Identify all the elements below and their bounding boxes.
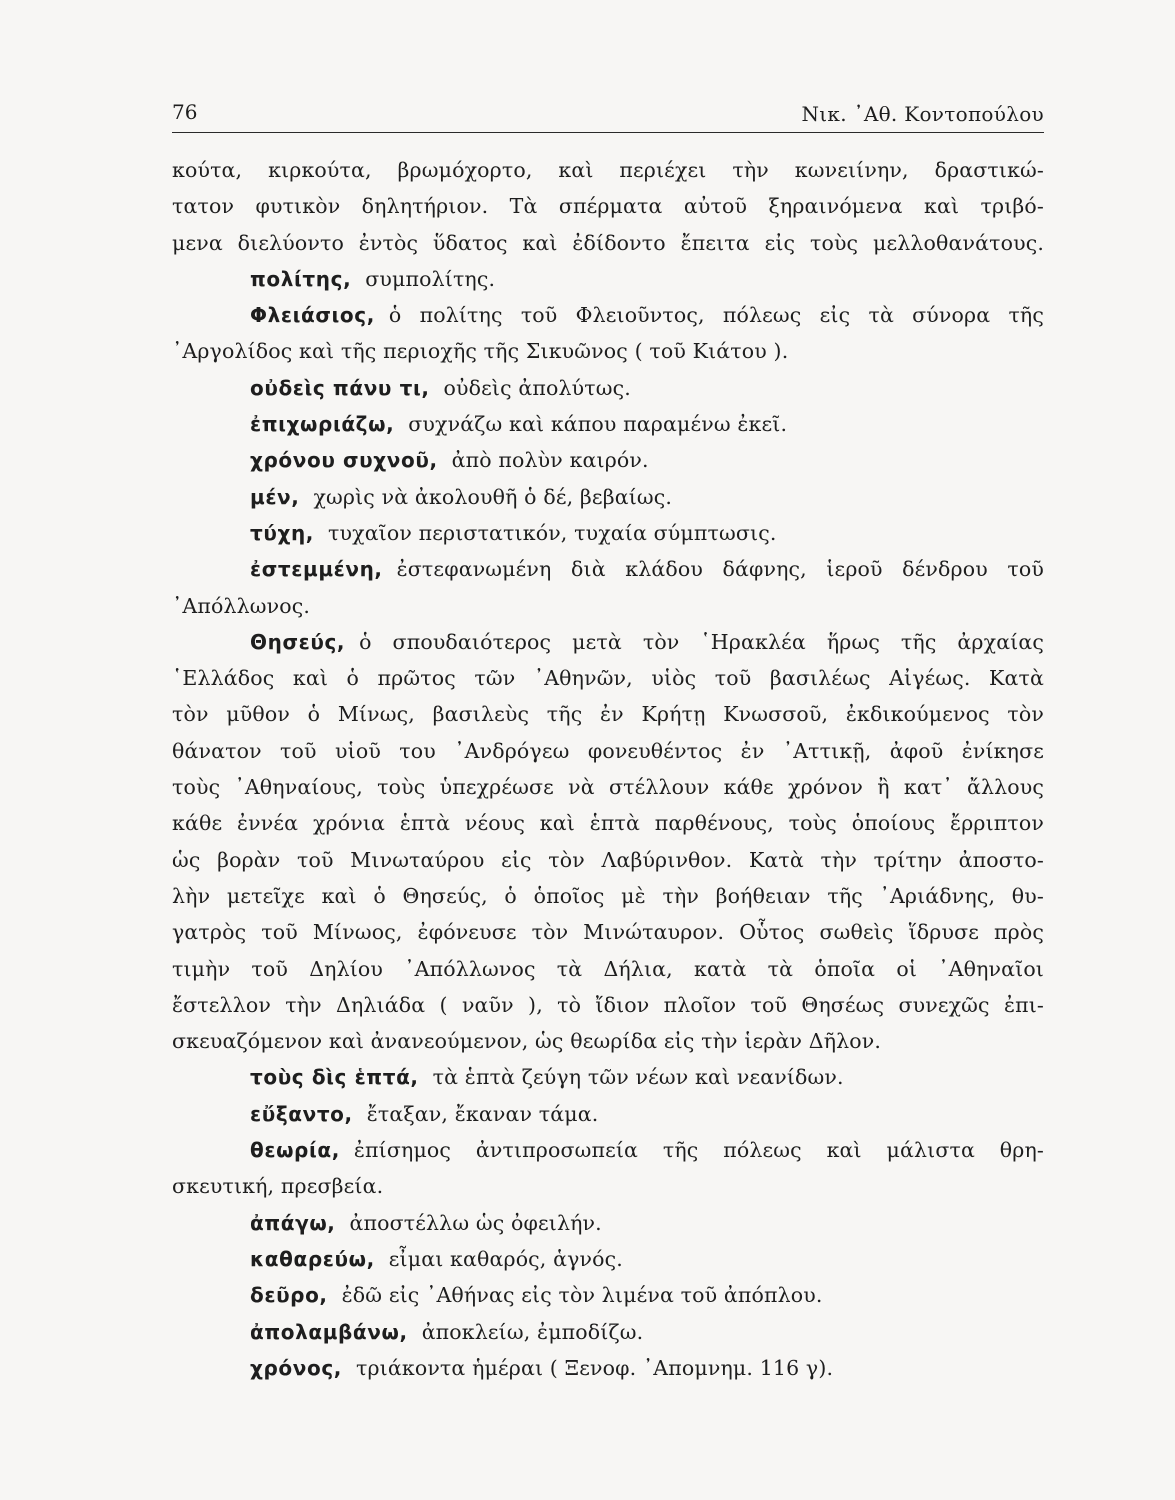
- line-text: κούτα, κιρκούτα, βρωμόχορτο, καὶ περιέχει τὴν κωνειίνην, δραστικώ-: [172, 158, 1044, 182]
- glossary-definition: τὰ ἑπτὰ ζεύγη τῶν νέων καὶ νεανίδων.: [432, 1065, 844, 1090]
- line-text: κάθε ἐννέα χρόνια ἑπτὰ νέους καὶ ἑπτὰ παρθένους, τοὺς ὁποίους ἔρριπτον: [172, 811, 1044, 836]
- glossary-term: θεωρία,: [250, 1138, 340, 1163]
- glossary-term: τοὺς δὶς ἑπτά,: [250, 1065, 419, 1090]
- text-line: [172, 987, 1044, 1023]
- text-line: [172, 188, 1044, 224]
- running-head: Νικ. ᾿Αθ. Κοντοπούλου: [801, 102, 1044, 126]
- commentary-body: [172, 152, 1044, 1386]
- glossary-definition: ἐστεφανωμένη διὰ κλάδου δάφνης, ἱεροῦ δένδρου τοῦ: [396, 557, 1044, 582]
- glossary-entry-line: [172, 479, 1044, 515]
- glossary-term: πολίτης,: [250, 266, 352, 291]
- text-line: [172, 1023, 1044, 1059]
- glossary-term: δεῦρο,: [250, 1283, 328, 1308]
- line-text: λὴν μετεῖχε καὶ ὁ Θησεύς, ὁ ὁποῖος μὲ τὴν βοήθειαν τῆς ᾿Αριάδνης, θυ-: [172, 883, 1044, 908]
- glossary-entry-line: [172, 1350, 1044, 1386]
- glossary-term: Φλειάσιος,: [250, 303, 375, 328]
- glossary-term: μέν,: [250, 484, 300, 509]
- text-line: [172, 878, 1044, 914]
- line-text: ἔστελλον τὴν Δηλιάδα ( ναῦν ), τὸ ἴδιον πλοῖον τοῦ Θησέως συνεχῶς ἐπι-: [172, 992, 1044, 1017]
- header-rule: [172, 132, 1044, 133]
- line-text: τιμὴν τοῦ Δηλίου ᾿Απόλλωνος τὰ Δήλια, κατὰ τὰ ὁποῖα οἱ ᾿Αθηναῖοι: [172, 956, 1044, 981]
- glossary-definition: ἀπὸ πολὺν καιρόν.: [451, 448, 649, 473]
- page-header: [172, 88, 1044, 132]
- text-line: [172, 333, 1044, 369]
- glossary-term: ἐστεμμένη,: [250, 557, 383, 582]
- line-text: τὸν μῦθον ὁ Μίνως, βασιλεὺς τῆς ἐν Κρήτῃ Κνωσσοῦ, ἐκδικούμενος τὸν: [172, 702, 1044, 727]
- line-text: γατρὸς τοῦ Μίνωος, ἐφόνευσε τὸν Μινώταυρον. Οὗτος σωθεὶς ἵδρυσε πρὸς: [172, 920, 1044, 945]
- glossary-entry-line: [172, 297, 1044, 333]
- glossary-definition: συμπολίτης.: [365, 266, 496, 291]
- glossary-definition: ἐπίσημος ἀντιπροσωπεία τῆς πόλεως καὶ μάλιστα θρη-: [353, 1138, 1044, 1163]
- glossary-definition: χωρὶς νὰ ἀκολουθῆ ὁ δέ, βεβαίως.: [313, 484, 673, 509]
- glossary-term: ἀπάγω,: [250, 1210, 336, 1235]
- glossary-definition: εἶμαι καθαρός, ἁγνός.: [388, 1246, 623, 1271]
- glossary-definition: ἐδῶ εἰς ᾿Αθήνας εἰς τὸν λιμένα τοῦ ἀπόπλου.: [341, 1283, 823, 1308]
- text-line: [172, 951, 1044, 987]
- line-text: μενα διελύοντο ἐντὸς ὕδατος καὶ ἐδίδοντο ἔπειτα εἰς τοὺς μελλοθανάτους.: [172, 230, 1044, 255]
- glossary-entry-line: [172, 1277, 1044, 1313]
- text-line: [172, 152, 1044, 188]
- glossary-entry-line: [172, 551, 1044, 587]
- glossary-definition: ἀποκλείω, ἐμποδίζω.: [421, 1319, 644, 1344]
- line-text: σκευτική, πρεσβεία.: [172, 1174, 384, 1199]
- glossary-term: ἀπολαμβάνω,: [250, 1319, 408, 1344]
- glossary-definition: ὁ σπουδαιότερος μετὰ τὸν ῾Ηρακλέα ἥρως τῆς ἀρχαίας: [359, 629, 1044, 654]
- glossary-entry-line: [172, 406, 1044, 442]
- glossary-entry-line: [172, 1132, 1044, 1168]
- text-line: [172, 225, 1044, 261]
- glossary-entry-line: [172, 261, 1044, 297]
- glossary-definition: ἔταξαν, ἔκαναν τάμα.: [366, 1101, 599, 1126]
- glossary-entry-line: [172, 1096, 1044, 1132]
- text-line: [172, 805, 1044, 841]
- glossary-entry-line: [172, 370, 1044, 406]
- glossary-definition: ἀποστέλλω ὡς ὀφειλήν.: [349, 1210, 602, 1235]
- page-number: 76: [172, 100, 198, 124]
- text-line: [172, 842, 1044, 878]
- glossary-definition: ὁ πολίτης τοῦ Φλειοῦντος, πόλεως εἰς τὰ σύνορα τῆς: [388, 303, 1044, 328]
- line-text: σκευαζόμενον καὶ ἀνανεούμενον, ὡς θεωρίδα εἰς τὴν ἱερὰν Δῆλον.: [172, 1029, 882, 1054]
- text-line: [172, 588, 1044, 624]
- glossary-entry-line: [172, 1205, 1044, 1241]
- glossary-definition: συχνάζω καὶ κάπου παραμένω ἐκεῖ.: [408, 412, 788, 437]
- line-text: τοὺς ᾿Αθηναίους, τοὺς ὑπεχρέωσε νὰ στέλλουν κάθε χρόνον ἢ κατ᾿ ἄλλους: [172, 775, 1044, 800]
- glossary-term: καθαρεύω,: [250, 1246, 375, 1271]
- glossary-entry-line: [172, 1314, 1044, 1350]
- line-text: ὡς βορὰν τοῦ Μινωταύρου εἰς τὸν Λαβύρινθον. Κατὰ τὴν τρίτην ἀποστο-: [172, 847, 1044, 872]
- glossary-entry-line: [172, 515, 1044, 551]
- glossary-entry-line: [172, 442, 1044, 478]
- glossary-term: Θησεύς,: [250, 629, 346, 654]
- line-text: ᾿Αργολίδος καὶ τῆς περιοχῆς τῆς Σικυῶνος ( τοῦ Κιάτου ).: [172, 339, 789, 364]
- text-line: [172, 914, 1044, 950]
- glossary-term: τύχη,: [250, 520, 315, 545]
- line-text: ᾿Απόλλωνος.: [172, 593, 311, 618]
- line-text: ῾Ελλάδος καὶ ὁ πρῶτος τῶν ᾿Αθηνῶν, υἱὸς τοῦ βασιλέως Αἰγέως. Κατὰ: [172, 666, 1044, 691]
- text-line: [172, 660, 1044, 696]
- line-text: θάνατον τοῦ υἱοῦ του ᾿Ανδρόγεω φονευθέντος ἐν ᾿Αττικῇ, ἀφοῦ ἐνίκησε: [172, 738, 1044, 763]
- text-line: [172, 769, 1044, 805]
- text-line: [172, 696, 1044, 732]
- glossary-definition: οὐδεὶς ἀπολύτως.: [443, 375, 631, 400]
- glossary-term: εὔξαντο,: [250, 1101, 353, 1126]
- text-line: [172, 733, 1044, 769]
- glossary-term: χρόνος,: [250, 1355, 342, 1380]
- glossary-entry-line: [172, 624, 1044, 660]
- glossary-entry-line: [172, 1059, 1044, 1095]
- glossary-term: ἐπιχωριάζω,: [250, 412, 395, 437]
- glossary-definition: τυχαῖον περιστατικόν, τυχαία σύμπτωσις.: [328, 520, 777, 545]
- text-line: [172, 1168, 1044, 1204]
- line-text: τατον φυτικὸν δηλητήριον. Τὰ σπέρματα αὐτοῦ ξηραινόμενα καὶ τριβό-: [172, 194, 1044, 219]
- glossary-definition: τριάκοντα ἡμέραι ( Ξενοφ. ᾿Απομνημ. 116 γ).: [355, 1355, 834, 1380]
- glossary-entry-line: [172, 1241, 1044, 1277]
- glossary-term: οὐδεὶς πάνυ τι,: [250, 375, 430, 400]
- glossary-term: χρόνου συχνοῦ,: [250, 448, 438, 473]
